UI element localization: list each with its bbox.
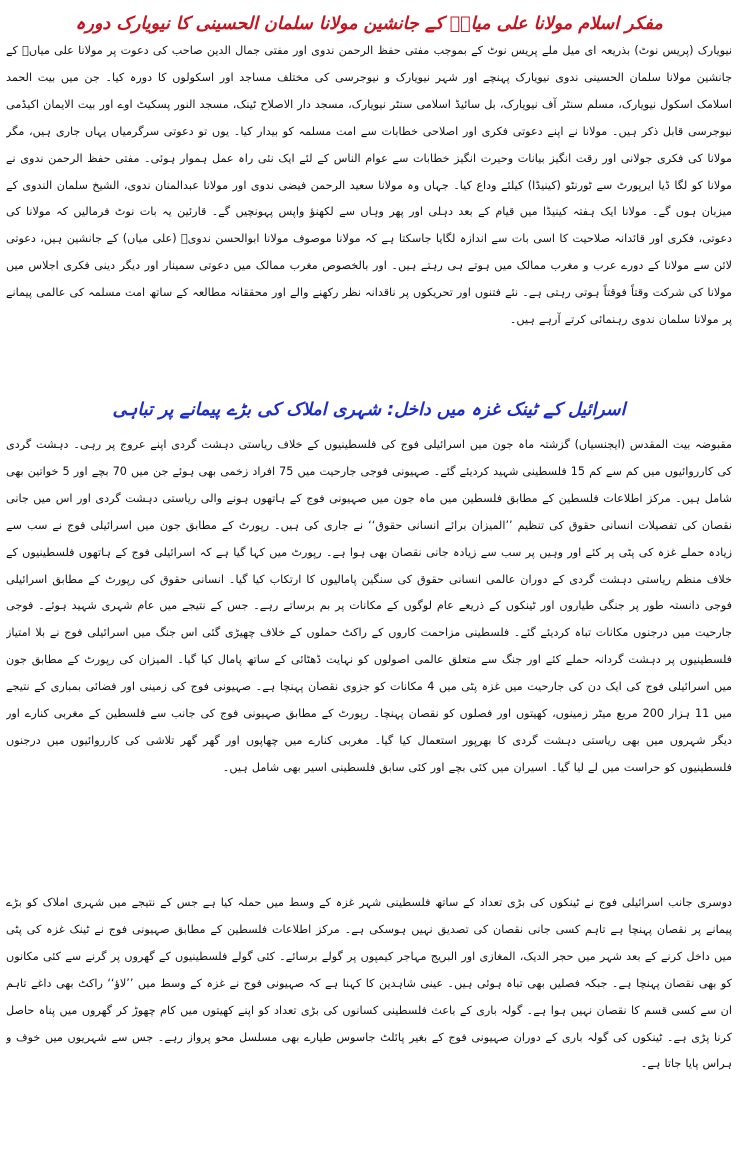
article-maulana-new-york-visit (6, 0, 732, 388)
article-israel-tanks-gaza (6, 388, 732, 1106)
article-paragraph: دوسری جانب اسرائیلی فوج نے ٹینکوں کی بڑی تعداد کے ساتھ فلسطینی شہر غزہ کے وسط میں حملہ کیا ہے جس کے نتیجے میں شہری املاک کو بڑے پیمانے پر نقصان پہنچا ہے تاہم کسی جانی نقصان کی تصدیق نہیں ہوسکی ہے۔ مرکز اطلاعات فلسطین کے مطابق صہیونی فوج نے ٹینک غزہ کی پٹی میں داخل کرنے کے بعد شہر میں حجر الدیک، المغازی اور البریج مہاجر کیمپوں پر گولے برسائے۔ کئی گولے فلسطینیوں کے گھروں پر گرنے سے کئی مکانوں کو بھی نقصان پہنچا ہے۔ جبکہ فصلیں بھی تباہ ہوئی ہیں۔ عینی شاہدین کا کہنا ہے کہ صہیونی فوج نے غزہ کے وسط میں ’’لاؤ‘‘ راکٹ بھی داغے تاہم ان سے کسی قسم کا نقصان نہیں ہوا ہے۔ گولہ باری کے باعث فلسطینی کسانوں کی بڑی تعداد کو اپنے کھیتوں میں کام چھوڑ کر گھروں میں پناہ حاصل کرنا پڑی ہے۔ ٹینکوں کی گولہ باری کے دوران صہیونی فوج کے بغیر پائلٹ جاسوس طیارے بھی مسلسل محو پرواز رہے۔ جس سے شہریوں میں خوف و ہراس پایا جاتا ہے۔ (6, 896, 732, 1071)
article-headline: اسرائیل کے ٹینک غزہ میں داخل: شہری املاک کی بڑے پیمانے پر تباہی (112, 400, 626, 420)
article-headline: مفکر اسلام مولانا علی میاںؒ کے جانشین مولانا سلمان الحسینی کا نیویارک دورہ (75, 14, 663, 34)
article-paragraph: مقبوضہ بیت المقدس (ایجنسیاں) گزشتہ ماہ جون میں اسرائیلی فوج کی فلسطینیوں کے خلاف ریاستی دہشت گردی اپنے عروج پر رہی۔ دہشت گردی کی کارروائیوں میں کم سے کم 15 فلسطینی شہید کردیئے گئے۔ صہیونی فوجی جارحیت میں 75 افراد زخمی بھی ہوئے جن میں 70 بچے اور 5 خواتین بھی شامل ہیں۔ مرکز اطلاعات فلسطین کے مطابق فلسطین میں ماہ جون میں صہیونی فوج کے ہاتھوں ہونے والی ریاستی دہشت گردی اور اس میں جانی نقصان کی تفصیلات انسانی حقوق کی تنظیم ’’المیزان برائے انسانی حقوق‘‘ نے جاری کی ہیں۔ رپورٹ کے مطابق جون میں اسرائیلی فوج نے سب سے زیادہ حملے غزہ کی پٹی پر کئے اور وہیں پر سب سے زیادہ جانی نقصان بھی ہوا ہے۔ رپورٹ میں کہا گیا ہے کہ اسرائیلی فوج کے ہاتھوں فلسطینیوں کے خلاف منظم ریاستی دہشت گردی کے دوران عالمی انسانی حقوق کی سنگین پامالیوں کا ارتکاب کیا گیا۔ انسانی حقوق کی رپورٹ کے مطابق اسرائیلی فوجی دانستہ طور پر جنگی طیاروں اور ٹینکوں کے ذریعے عام لوگوں کے مکانات پر بم برساتے رہے۔ جس کے نتیجے میں عام شہری شہید ہوئے۔ فوجی جارحیت میں درجنوں مکانات تباہ کردیئے گئے۔ فلسطینی مزاحمت کاروں کے راکٹ حملوں کے خلاف چھیڑی گئی اس جنگ میں اسرائیلی فوج نے بلا امتیاز فلسطینیوں پر دہشت گردانہ حملے کئے اور جنگ سے متعلق عالمی اصولوں کو نہایت ڈھٹائی کے ساتھ پامال کیا گیا۔ المیزان کی رپورٹ کے مطابق جون میں اسرائیلی فوج کی ایک دن کی جارحیت میں غزہ پٹی میں 4 مکانات کو جزوی نقصان پہنچا ہے۔ صہیونی فوج کی زمینی اور فضائی بمباری کے نتیجے میں 11 ہزار 200 مربع میٹر زمینوں، کھیتوں اور فصلوں کو نقصان پہنچا۔ رپورٹ کے مطابق صہیونی فوج کی جانب سے فلسطین کے مغربی کنارے اور دیگر شہروں میں بھی ریاستی دہشت گردی کا بھرپور استعمال کیا گیا۔ مغربی کنارے میں چھاپوں اور گھر گھر تلاشی کی کارروائیوں میں درجنوں فلسطینیوں کو حراست میں لے لیا گیا۔ اسیران میں کئی بچے اور کئی سابق فلسطینی اسیر بھی شامل ہیں۔ (6, 438, 732, 774)
article-body: نیویارک (پریس نوٹ) بذریعہ ای میل ملے پریس نوٹ کے بموجب مفتی حفظ الرحمن ندوی اور مفتی جمال الدین صاحب کی دعوت پر مولانا علی میاںؒ کے جانشین مولانا سلمان الحسینی ندوی نیویارک پہنچے اور شہر نیویارک و نیوجرسی کی مختلف مساجد اور اسکولوں کا دورہ کیا۔ جن میں بیت الحمد اسلامک اسکول نیویارک، مسلم سنٹر آف نیویارک، بل سائیڈ اسلامی سنٹر نیویارک، مسجد دار الاصلاح ٹینک، مسجد النور پسکیٹ اوے اور بیت الایمان اکیڈمی نیوجرسی قابل ذکر ہیں۔ مولانا نے اپنے دعوتی فکری اور اصلاحی خطابات سے امت مسلمہ کو بیدار کیا۔ یوں تو دعوتی سرگرمیاں یہاں جاری ہیں، مگر مولانا کی فکری جولانی اور رقت انگیز بیانات وحیرت انگیز خطابات سے عوام الناس کے لئے ایک نئی راہ عمل ہموار ہوئی۔ مفتی حفظ الرحمن ندوی نے مولانا کو لگا ڈیا ایرپورٹ سے ٹورنٹو (کینیڈا) کیلئے وداع کیا۔ جہاں وہ مولانا سعید الرحمن فیضی ندوی اور مولانا عبدالمنان ندوی، الشیخ سلمان الندوی کے میزبان ہوں گے۔ مولانا ایک ہفتہ کینیڈا میں قیام کے بعد دہلی اور پھر وہاں سے لکھنؤ واپس پہونچیں گے۔ قارئین یہ بات نوٹ فرمالیں کہ مولانا کی دعوتی، فکری اور قائدانہ صلاحیت کا اسی بات سے اندازہ لگایا جاسکتا ہے کہ مولانا موصوف مولانا ابوالحسن ندویؒ (علی میاں) کے جانشین ہیں، دعوتی لائن سے مولانا کے دورے عرب و مغرب ممالک میں ہوتے ہی رہتے ہیں۔ اور بالخصوص مغرب ممالک میں دعوتی سمینار اور دیگر دینی فکری اجلاس میں مولانا کی شرکت وقتاً فوقتاً ہوتی رہتی ہے۔ نئے فتنوں اور تحریکوں پر ناقدانہ نظر رکھنے والے اور محققانہ مطالعہ کے ساتھ امت مسلمہ کی عالمی پیمانے پر مولانا سلمان ندوی رہنمائی کرتے آرہے ہیں۔ (6, 44, 732, 327)
